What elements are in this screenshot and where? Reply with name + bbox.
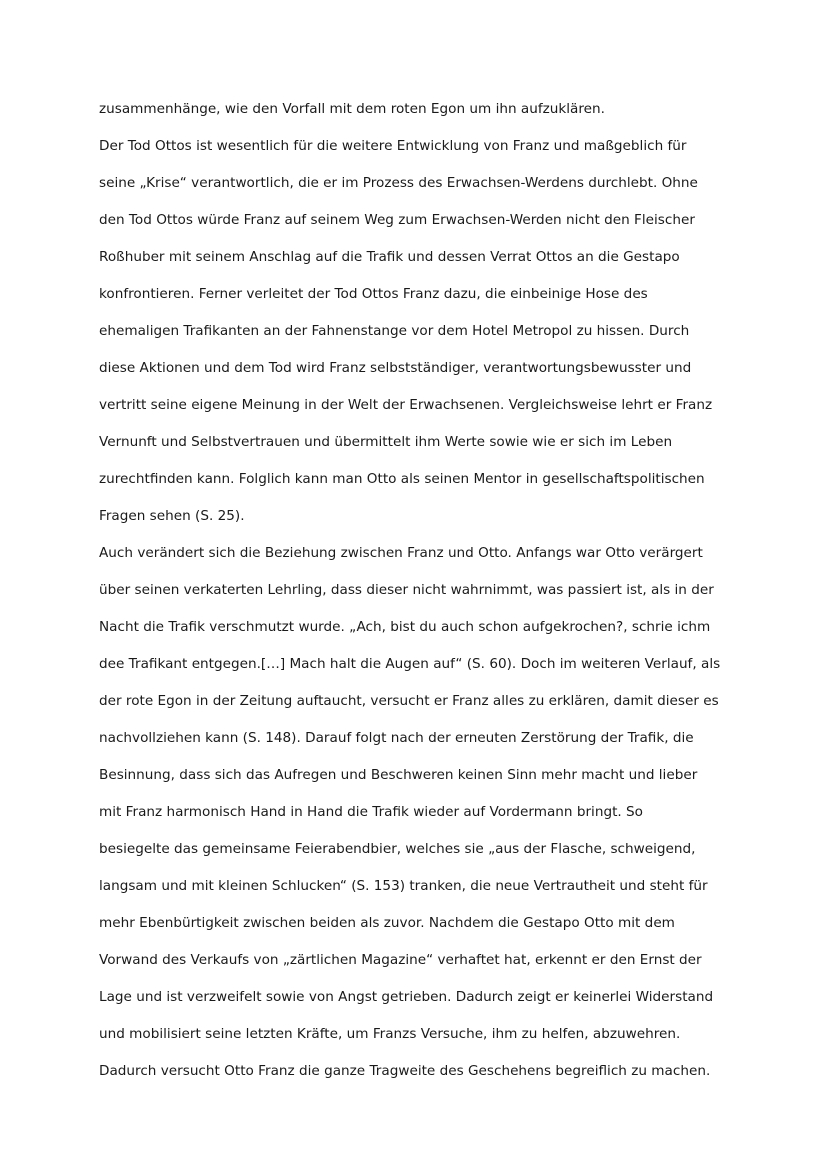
text-line: zusammenhänge, wie den Vorfall mit dem roten Egon um ihn aufzuklären. (99, 101, 605, 117)
text-line: konfrontieren. Ferner verleitet der Tod Ottos Franz dazu, die einbeinige Hose des (99, 286, 648, 302)
text-line: Dadurch versucht Otto Franz die ganze Tragweite des Geschehens begreiflich zu machen. (99, 1063, 711, 1079)
text-line: Vorwand des Verkaufs von „zärtlichen Magazine“ verhaftet hat, erkennt er den Ernst der (99, 952, 702, 968)
text-line: langsam und mit kleinen Schlucken“ (S. 153) tranken, die neue Vertrautheit und steht für (99, 878, 708, 894)
text-line: Der Tod Ottos ist wesentlich für die weitere Entwicklung von Franz und maßgeblich für (99, 138, 687, 154)
text-line: dee Trafikant entgegen.[…] Mach halt die Augen auf“ (S. 60). Doch im weiteren Verlauf, als (99, 656, 721, 672)
text-line: Roßhuber mit seinem Anschlag auf die Trafik und dessen Verrat Ottos an die Gestapo (99, 249, 680, 265)
text-line: mit Franz harmonisch Hand in Hand die Trafik wieder auf Vordermann bringt. So (99, 804, 643, 820)
text-line: besiegelte das gemeinsame Feierabendbier, welches sie „aus der Flasche, schweigend, (99, 841, 696, 857)
text-line: seine „Krise“ verantwortlich, die er im Prozess des Erwachsen-Werdens durchlebt. Ohne (99, 175, 698, 191)
text-line: Auch verändert sich die Beziehung zwischen Franz und Otto. Anfangs war Otto verärgert (99, 545, 703, 561)
text-line: mehr Ebenbürtigkeit zwischen beiden als zuvor. Nachdem die Gestapo Otto mit dem (99, 915, 675, 931)
text-line: nachvollziehen kann (S. 148). Darauf folgt nach der erneuten Zerstörung der Trafik, die (99, 730, 694, 746)
text-line: vertritt seine eigene Meinung in der Welt der Erwachsenen. Vergleichsweise lehrt er Franz (99, 397, 713, 413)
text-line: den Tod Ottos würde Franz auf seinem Weg zum Erwachsen-Werden nicht den Fleischer (99, 212, 695, 228)
text-line: Fragen sehen (S. 25). (99, 508, 245, 524)
text-line: Vernunft und Selbstvertrauen und übermittelt ihm Werte sowie wie er sich im Leben (99, 434, 673, 450)
text-line: über seinen verkaterten Lehrling, dass dieser nicht wahrnimmt, was passiert ist, als in der (99, 582, 714, 598)
text-line: diese Aktionen und dem Tod wird Franz selbstständiger, verantwortungsbewusster und (99, 360, 692, 376)
text-line: und mobilisiert seine letzten Kräfte, um Franzs Versuche, ihm zu helfen, abzuwehren. (99, 1026, 681, 1042)
text-line: ehemaligen Trafikanten an der Fahnenstange vor dem Hotel Metropol zu hissen. Durch (99, 323, 690, 339)
text-line: der rote Egon in der Zeitung auftaucht, versucht er Franz alles zu erklären, damit dieser es (99, 693, 719, 709)
text-line: Besinnung, dass sich das Aufregen und Beschweren keinen Sinn mehr macht und lieber (99, 767, 698, 783)
text-line: Lage und ist verzweifelt sowie von Angst getrieben. Dadurch zeigt er keinerlei Widerstand (99, 989, 714, 1005)
text-line: Nacht die Trafik verschmutzt wurde. „Ach, bist du auch schon aufgekrochen?, schrie ichm (99, 619, 711, 635)
text-line: zurechtfinden kann. Folglich kann man Otto als seinen Mentor in gesellschaftspolitischen (99, 471, 705, 487)
document-page (99, 97, 731, 1096)
